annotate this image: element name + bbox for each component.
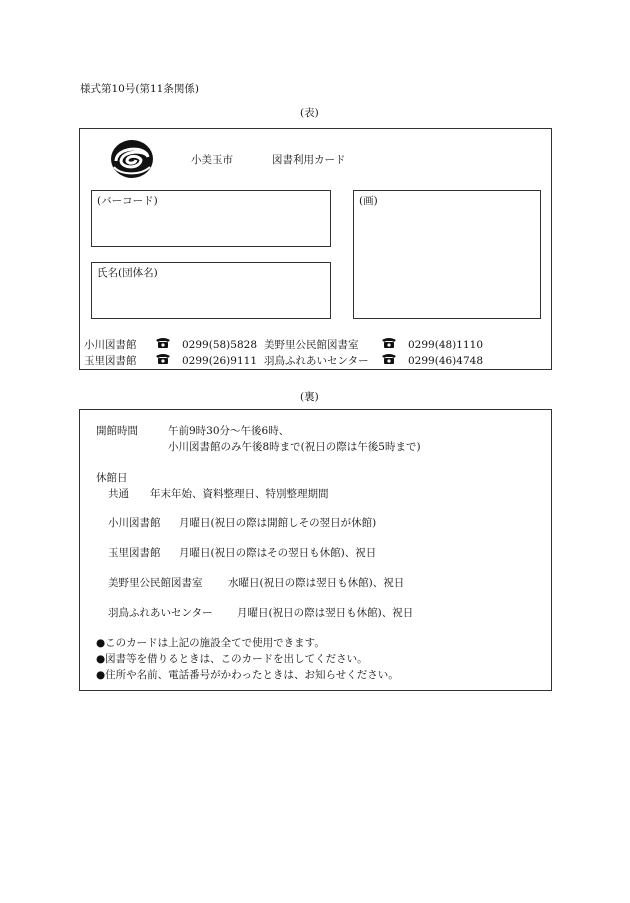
hours-line-2: 小川図書館のみ午後8時まで(祝日の際は午後5時まで) — [168, 441, 421, 453]
card-title: 図書利用カード — [272, 154, 346, 166]
closed-days: 月曜日(祝日の際は開館しその翌日が休館) — [179, 517, 377, 529]
note: ●図書等を借りるときは、このカードを出してください。 — [96, 653, 368, 665]
closed-facility: 小川図書館 — [108, 517, 161, 529]
card-back — [79, 409, 552, 691]
barcode-field — [91, 190, 331, 247]
phone-name-hatori: 羽鳥ふれあいセンター — [264, 355, 369, 367]
photo-label: (画) — [359, 195, 378, 207]
note: ●住所や名前、電話番号がかわったときは、お知らせください。 — [96, 669, 399, 681]
phone-number-ogawa: 0299(58)5828 — [182, 339, 257, 351]
phone-icon — [155, 353, 171, 364]
closed-facility: 羽鳥ふれあいセンター — [108, 607, 213, 619]
note: ●このカードは上記の施設全てで使用できます。 — [96, 637, 325, 649]
phone-number-tamari: 0299(26)9111 — [182, 355, 257, 367]
name-field — [91, 262, 331, 319]
phone-name-tamari: 玉里図書館 — [84, 355, 137, 367]
phone-icon — [155, 337, 171, 348]
closed-days: 月曜日(祝日の際は翌日も休館)、祝日 — [237, 607, 414, 619]
closed-days: 年末年始、資料整理日、特別整理期間 — [150, 488, 329, 500]
name-label: 氏名(団体名) — [97, 267, 158, 279]
closed-days: 水曜日(祝日の際は翌日も休館)、祝日 — [228, 577, 405, 589]
hours-line-1: 午前9時30分～午後6時、 — [168, 425, 290, 437]
closed-facility: 共通 — [108, 488, 129, 500]
city-name: 小美玉市 — [191, 154, 233, 166]
phone-icon — [381, 337, 397, 348]
city-logo-icon — [110, 139, 154, 179]
photo-field — [353, 190, 541, 319]
back-side-label: (裏) — [300, 391, 319, 403]
hours-label: 開館時間 — [96, 425, 138, 437]
phone-icon — [381, 353, 397, 364]
phone-name-minori: 美野里公民館図書室 — [264, 339, 359, 351]
form-number: 様式第10号(第11条関係) — [80, 83, 199, 95]
closed-facility: 玉里図書館 — [108, 547, 161, 559]
front-side-label: (表) — [300, 107, 319, 119]
phone-number-minori: 0299(48)1110 — [408, 339, 483, 351]
closed-facility: 美野里公民館図書室 — [108, 577, 203, 589]
barcode-label: (バーコード) — [97, 195, 158, 207]
card-front — [79, 128, 552, 370]
closed-days-label: 休館日 — [96, 472, 128, 484]
phone-number-hatori: 0299(46)4748 — [408, 355, 483, 367]
phone-name-ogawa: 小川図書館 — [84, 339, 137, 351]
closed-days: 月曜日(祝日の際はその翌日も休館)、祝日 — [179, 547, 377, 559]
